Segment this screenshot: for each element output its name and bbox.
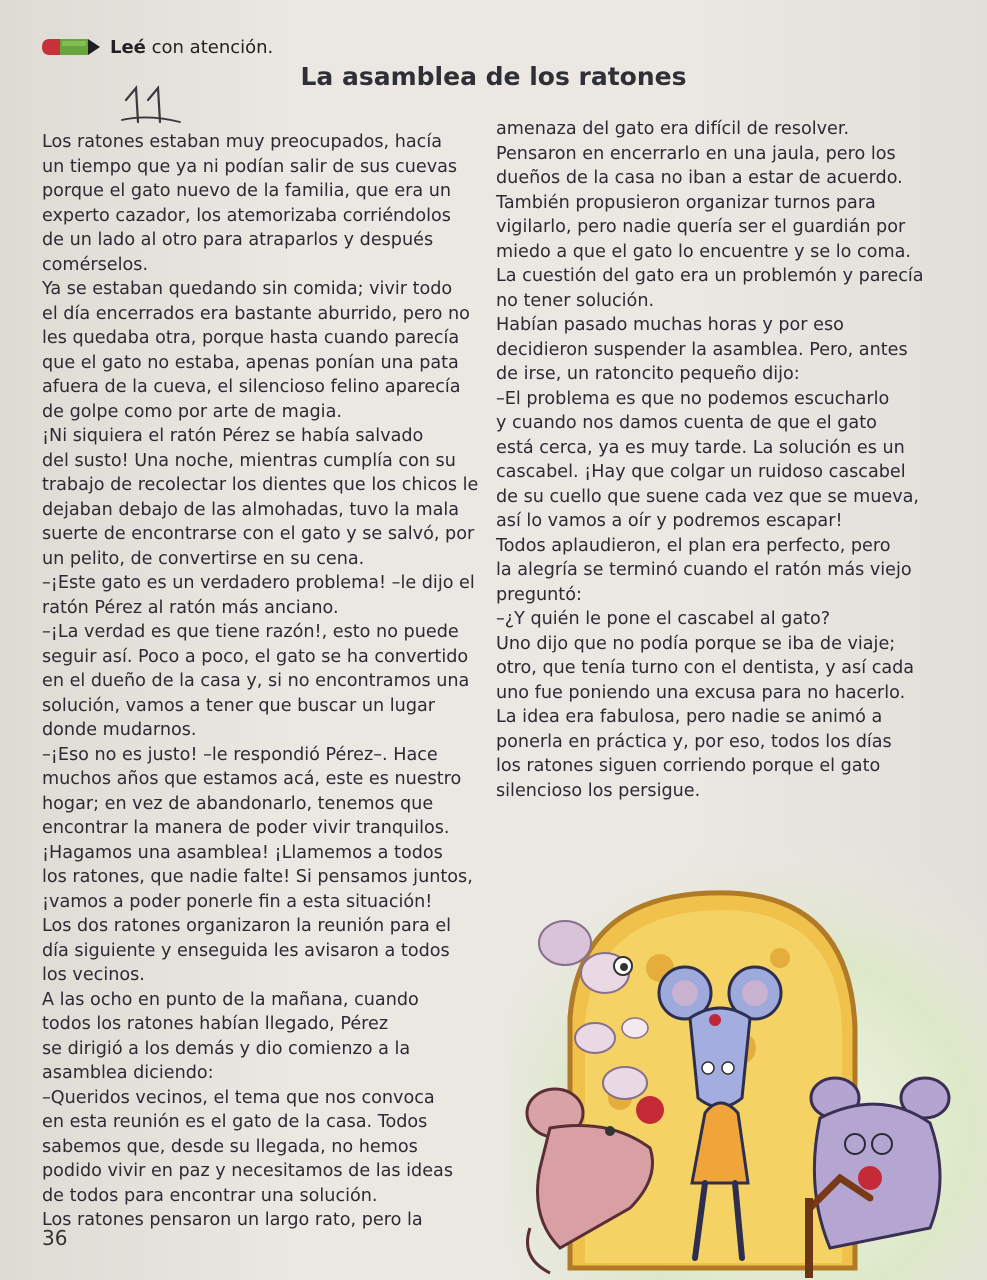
text-line: cascabel. ¡Hay que colgar un ruidoso cascabel	[496, 462, 906, 482]
text-line: y cuando nos damos cuenta de que el gato	[496, 413, 877, 433]
text-line: Los ratones estaban muy preocupados, hacía	[42, 132, 443, 152]
text-line: vigilarlo, pero nadie quería ser el guardián por	[496, 217, 906, 237]
text-line: uno fue poniendo una excusa para no hacerlo.	[496, 682, 906, 703]
text-line: –El problema es que no podemos escucharlo	[496, 388, 890, 409]
story-title-text: La asamblea de los ratones	[300, 62, 687, 91]
text-line: dejaban debajo de las almohadas, tuvo la mala	[42, 499, 460, 520]
pencil-icon	[40, 36, 102, 58]
text-line: silencioso los persigue.	[496, 780, 701, 801]
left-column	[42, 130, 482, 1233]
text-line: ¡Ni siquiera el ratón Pérez se había salvado	[42, 426, 424, 446]
text-line: –¡Este gato es un verdadero problema! –le dijo el	[42, 573, 475, 593]
text-line: –¿Y quién le pone el cascabel al gato?	[496, 609, 831, 629]
text-line: seguir así. Poco a poco, el gato se ha convertido	[42, 646, 469, 667]
text-line: porque el gato nuevo de la familia, que era un	[42, 181, 452, 201]
text-line: –¡La verdad es que tiene razón!, esto no puede	[42, 622, 459, 642]
text-line: podido vivir en paz y necesitamos de las ideas	[42, 1161, 453, 1181]
text-line: trabajo de recolectar los dientes que los chicos le	[42, 475, 479, 495]
text-line: Habían pasado muchas horas y por eso	[496, 315, 844, 335]
text-line: asamblea diciendo:	[42, 1063, 214, 1083]
text-line: los vecinos.	[42, 965, 145, 985]
text-line: dueños de la casa no iban a estar de acuerdo.	[496, 168, 903, 188]
text-line: solución, vamos a tener que buscar un lugar	[42, 695, 435, 716]
text-line: les quedaba otra, porque hasta cuando parecía	[42, 328, 460, 348]
text-line: el día encerrados era bastante aburrido, pero no	[42, 303, 470, 324]
text-line: los ratones siguen corriendo porque el gato	[496, 756, 881, 776]
text-line: donde mudarnos.	[42, 720, 197, 740]
text-line: un pelito, de convertirse en su cena.	[42, 548, 365, 569]
text-line: afuera de la cueva, el silencioso felino aparecía	[42, 377, 461, 397]
text-line: –Queridos vecinos, el tema que nos convoca	[42, 1087, 435, 1108]
text-line: los ratones, que nadie falte! Si pensamos juntos,	[42, 867, 473, 887]
text-line: La cuestión del gato era un problemón y parecía	[496, 266, 924, 286]
text-line: de irse, un ratoncito pequeño dijo:	[496, 364, 800, 384]
text-line: de todos para encontrar una solución.	[42, 1185, 378, 1206]
text-line: ponerla en práctica y, por eso, todos los días	[496, 731, 892, 752]
text-line: amenaza del gato era difícil de resolver.	[496, 119, 850, 139]
text-line: A las ocho en punto de la mañana, cuando	[42, 989, 419, 1010]
text-line: que el gato no estaba, apenas ponían una pata	[42, 352, 459, 373]
text-line: suerte de encontrarse con el gato y se salvó, por	[42, 524, 475, 544]
text-line: miedo a que el gato lo encuentre y se lo coma.	[496, 241, 911, 262]
text-line: experto cazador, los atemorizaba corriéndolos	[42, 205, 451, 226]
text-line: Uno dijo que no podía porque se iba de viaje;	[496, 633, 896, 654]
text-line: Pensaron en encerrarlo en una jaula, pero los	[496, 143, 896, 164]
text-line: Ya se estaban quedando sin comida; vivir todo	[42, 279, 453, 299]
text-line: decidieron suspender la asamblea. Pero, antes	[496, 339, 908, 360]
text-line: se dirigió a los demás y dio comienzo a la	[42, 1038, 411, 1059]
text-line: Los ratones pensaron un largo rato, pero la	[42, 1210, 423, 1230]
text-line: Los dos ratones organizaron la reunión para el	[42, 916, 452, 936]
text-line: todos los ratones habían llegado, Pérez	[42, 1014, 389, 1034]
text-line: preguntó:	[496, 584, 582, 605]
text-line: sabemos que, desde su llegada, no hemos	[42, 1136, 418, 1157]
text-line: en el dueño de la casa y, si no encontramos una	[42, 671, 470, 691]
text-line: está cerca, ya es muy tarde. La solución es un	[496, 437, 905, 458]
text-line: del susto! Una noche, mientras cumplía con su	[42, 450, 456, 471]
text-line: Todos aplaudieron, el plan era perfecto, pero	[496, 535, 891, 556]
text-line: así lo vamos a oír y podremos escapar!	[496, 511, 843, 531]
instruction-text: con atención.	[151, 36, 274, 58]
text-line: La idea era fabulosa, pero nadie se animó a	[496, 707, 883, 727]
text-line: encontrar la manera de poder vivir tranquilos.	[42, 818, 450, 838]
text-line: de su cuello que suene cada vez que se mueva,	[496, 486, 919, 507]
page-number: 36	[42, 1226, 68, 1250]
story-title	[0, 62, 987, 91]
text-line: ratón Pérez al ratón más anciano.	[42, 597, 339, 618]
text-line: de golpe como por arte de magia.	[42, 401, 342, 422]
text-line: no tener solución.	[496, 290, 655, 311]
mice-assembly-illustration	[510, 848, 987, 1280]
text-line: hogar; en vez de abandonarlo, tenemos que	[42, 793, 434, 814]
text-line: muchos años que estamos acá, este es nuestro	[42, 769, 462, 789]
text-line: de un lado al otro para atraparlos y después	[42, 230, 434, 250]
right-column	[496, 117, 956, 803]
text-line: otro, que tenía turno con el dentista, y así cada	[496, 658, 915, 678]
text-line: un tiempo que ya ni podían salir de sus cuevas	[42, 156, 458, 177]
text-line: la alegría se terminó cuando el ratón más viejo	[496, 560, 912, 580]
text-line: –¡Eso no es justo! –le respondió Pérez–. Hace	[42, 744, 438, 765]
text-line: También propusieron organizar turnos para	[496, 192, 876, 213]
text-line: día siguiente y enseguida les avisaron a todos	[42, 940, 450, 961]
text-line: ¡Hagamos una asamblea! ¡Llamemos a todos	[42, 842, 443, 863]
instruction-line	[40, 34, 273, 60]
instruction-bold: Leé	[110, 36, 146, 58]
text-line: ¡vamos a poder ponerle fin a esta situación!	[42, 891, 433, 912]
text-line: comérselos.	[42, 254, 149, 275]
text-line: en esta reunión es el gato de la casa. Todos	[42, 1112, 428, 1132]
